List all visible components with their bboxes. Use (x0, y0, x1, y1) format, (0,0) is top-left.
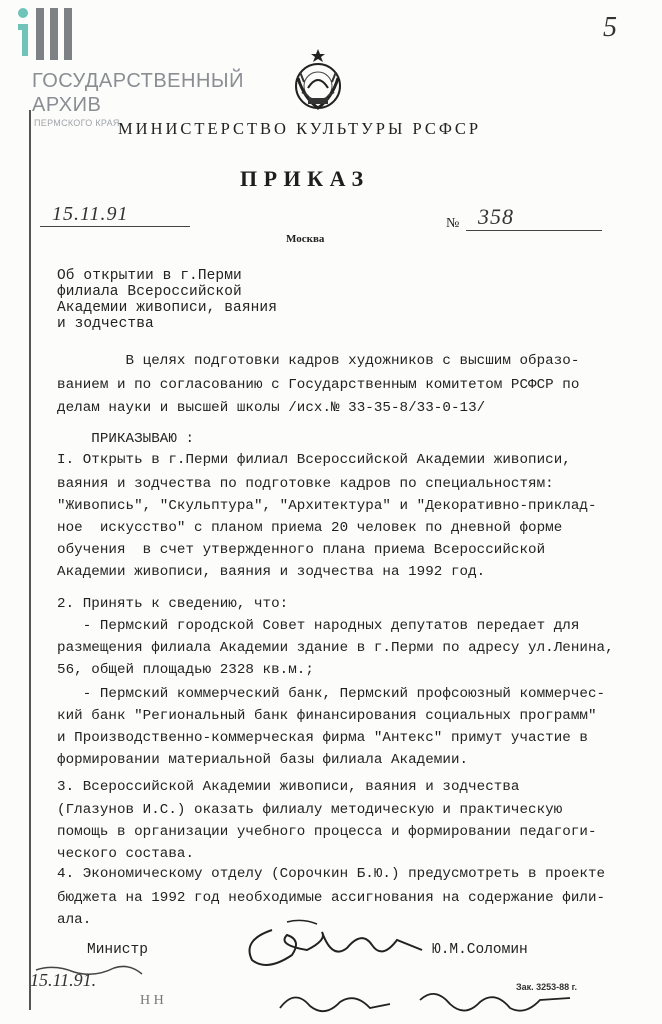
margin-letters: Н Н (140, 993, 164, 1008)
document-title: ПРИКАЗ (240, 166, 370, 191)
body-line: ванием и по согласованию с Государственным комитетом РСФСР по (57, 377, 580, 393)
handwritten-date: 15.11.91. (30, 970, 97, 990)
rsfsr-emblem-icon (286, 48, 350, 114)
body-line: ала. (57, 912, 92, 928)
archive-logo-line2: АРХИВ (32, 94, 102, 116)
body-line: ческого состава. (57, 846, 195, 862)
order-number: 358 (478, 204, 514, 229)
issue-city: Москва (286, 233, 325, 245)
body-line: - Пермский городской Совет народных депутатов передает для (57, 618, 580, 634)
body-line: размещения филиала Академии здание в г.Перми по адресу ул.Ленина, (57, 640, 614, 656)
approval-signatures (270, 978, 580, 1024)
body-line: I. Открыть в г.Перми филиал Всероссийской Академии живописи, (57, 452, 571, 468)
body-line: ПРИКАЗЫВАЮ : (57, 431, 195, 447)
subject-line: Об открытии в г.Перми (57, 268, 242, 284)
order-number-label: № (446, 216, 460, 231)
body-line: кий банк "Региональный банк финансирования социальных программ" (57, 708, 597, 724)
archive-logo (6, 4, 246, 129)
number-underline (466, 230, 602, 231)
signatory-name: Ю.М.Соломин (432, 942, 528, 958)
subject-line: Академии живописи, ваяния (57, 300, 278, 316)
body-line: Академии живописи, ваяния и зодчества на 1992 год. (57, 564, 486, 580)
ministry-heading: МИНИСТЕРСТВО КУЛЬТУРЫ РСФСР (118, 119, 482, 138)
subject-line: филиала Всероссийской (57, 284, 242, 300)
body-line: 3. Всероссийской Академии живописи, ваяния и зодчества (57, 779, 520, 795)
form-code: Зак. 3253-88 г. (516, 982, 578, 992)
archive-logo-line1: ГОСУДАРСТВЕННЫЙ (32, 70, 244, 92)
body-line: В целях подготовки кадров художников с высшим образо- (57, 353, 580, 369)
body-line: 2. Принять к сведению, что: (57, 596, 289, 612)
archive-logo-icon (10, 4, 80, 64)
body-line: бюджета на 1992 год необходимые ассигнования на содержание фили- (57, 890, 606, 906)
handwritten-signature (232, 910, 432, 980)
body-line: обучения в счет утвержденного плана приема Всероссийской (57, 542, 546, 558)
body-line: помощь в организации учебного процесса и формировании педагоги- (57, 824, 597, 840)
body-line: и Производственно-коммерческая фирма "Антекс" примут участие в (57, 730, 588, 746)
archive-logo-line3: ПЕРМСКОГО КРАЯ (34, 118, 120, 128)
body-line: 4. Экономическому отделу (Сорочкин Б.Ю.) предусмотреть в проекте (57, 866, 606, 882)
page-edge-line (29, 110, 31, 1010)
order-date: 15.11.91 (52, 203, 129, 225)
body-line: 56, общей площадью 2328 кв.м.; (57, 662, 314, 678)
body-line: (Глазунов И.С.) оказать филиалу методическую и практическую (57, 802, 563, 818)
body-line: делам науки и высшей школы /исх.№ 33-35-8/33-0-13/ (57, 400, 486, 416)
page-number: 5 (603, 12, 617, 43)
body-line: - Пермский коммерческий банк, Пермский профсоюзный коммерчес- (57, 686, 606, 702)
body-line: "Живопись", "Скульптура", "Архитектура" и "Декоративно-приклад- (57, 498, 597, 514)
body-line: ное искусство" с планом приема 20 человек по дневной форме (57, 520, 563, 536)
subject-line: и зодчества (57, 316, 154, 332)
body-line: ваяния и зодчества по подготовке кадров по специальностям: (57, 476, 554, 492)
body-line: формировании материальной базы филиала Академии. (57, 752, 469, 768)
signatory-title: Министр (87, 942, 148, 958)
date-underline (40, 226, 190, 227)
